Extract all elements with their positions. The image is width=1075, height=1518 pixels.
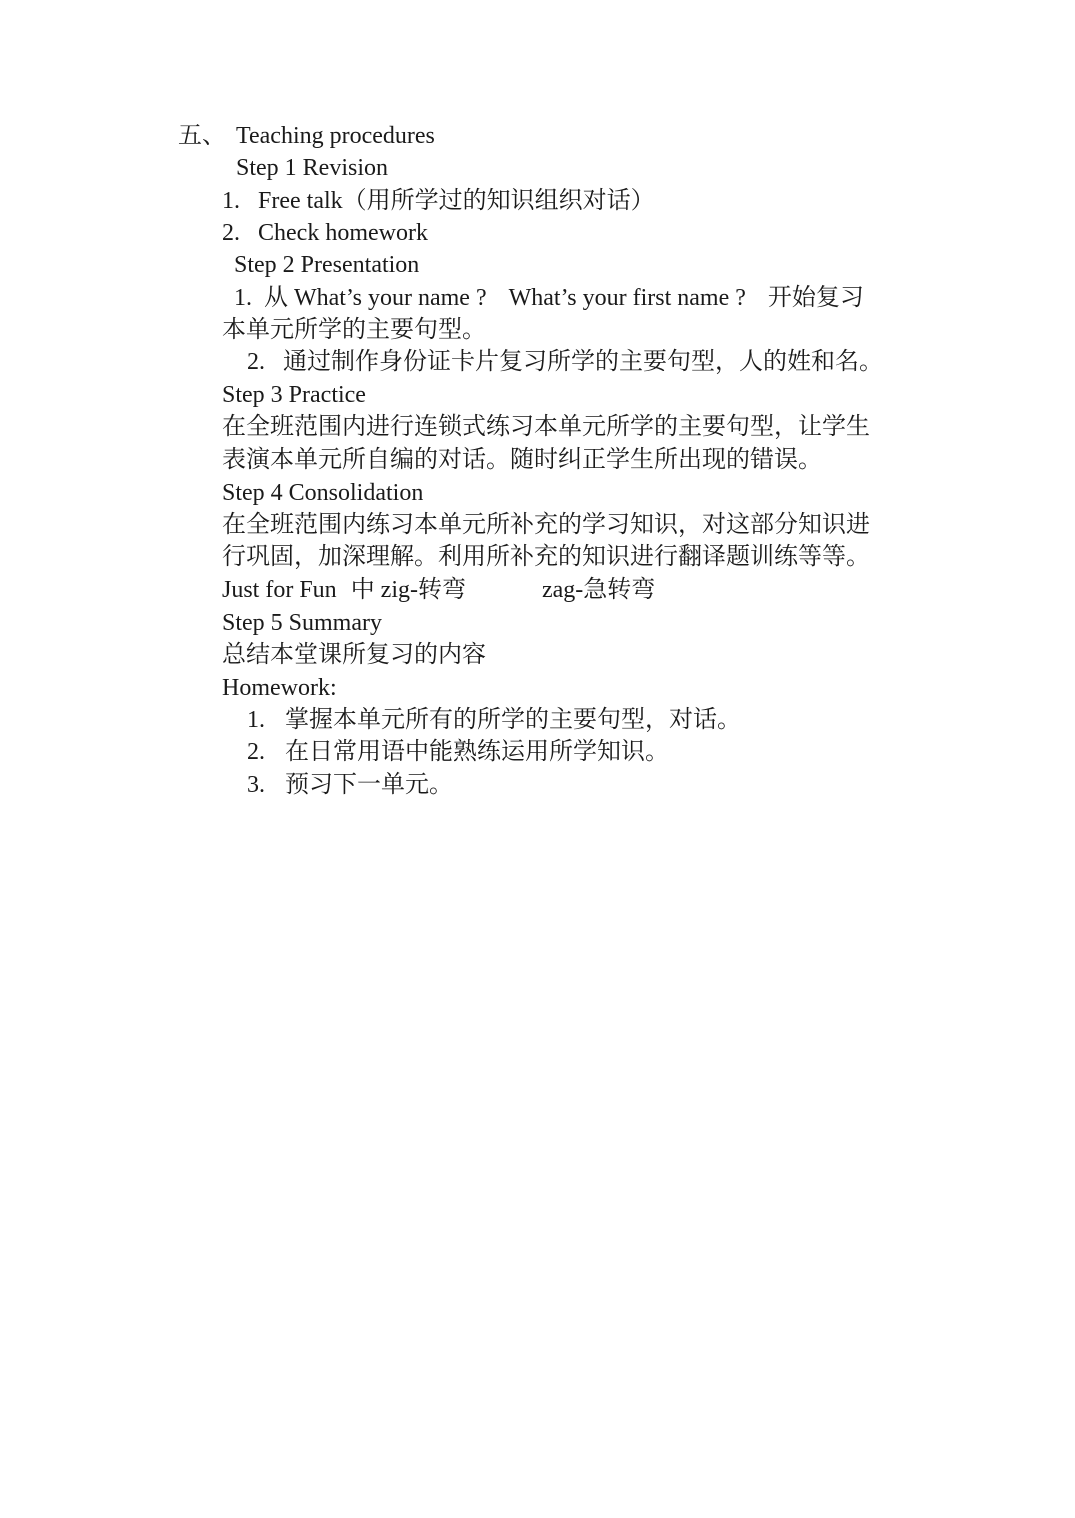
step1-item-1: [222, 185, 655, 217]
list-text: 通过制作身份证卡片复习所学的主要句型，人的姓和名。: [283, 349, 883, 375]
section-title: Teaching procedures: [236, 123, 435, 149]
list-text: 预习下一单元。: [285, 772, 453, 798]
list-number: 1.: [234, 285, 252, 311]
list-number: 3.: [247, 772, 265, 798]
list-number: 2.: [222, 220, 240, 246]
step5-text: 总结本堂课所复习的内容: [222, 642, 486, 668]
list-number: 1.: [222, 188, 240, 214]
list-text: 掌握本单元所有的所学的主要句型，对话。: [285, 707, 741, 733]
homework-item-2: [247, 736, 669, 768]
homework-item-3: [247, 769, 453, 801]
section-heading: [178, 120, 435, 152]
section-marker: 五、: [178, 123, 226, 149]
list-number: 2.: [247, 349, 265, 375]
list-number: 1.: [247, 707, 265, 733]
homework-title: Homework:: [222, 675, 337, 701]
step2-item-2: [247, 346, 883, 378]
step1-title: Step 1 Revision: [236, 155, 389, 181]
step3-title: Step 3 Practice: [222, 382, 366, 408]
step3-line-2: 表演本单元所自编的对话。随时纠正学生所出现的错误。: [222, 447, 822, 473]
step4-line-2: 行巩固，加深理解。利用所补充的知识进行翻译题训练等等。: [222, 544, 870, 570]
step4-line-1: 在全班范围内练习本单元所补充的学习知识，对这部分知识进: [222, 512, 870, 538]
step1-item-2: [222, 217, 428, 249]
list-text-prefix: 从 What’s your name ?: [264, 285, 487, 311]
step4-title: Step 4 Consolidation: [222, 480, 424, 506]
step5-title: Step 5 Summary: [222, 610, 382, 636]
zig-text: 中 zig-转弯: [350, 577, 466, 603]
list-number: 2.: [247, 739, 265, 765]
step2-item-1-continuation: 本单元所学的主要句型。: [222, 317, 486, 343]
list-text: Free talk（用所学过的知识组织对话）: [258, 188, 655, 214]
list-text: 在日常用语中能熟练运用所学知识。: [285, 739, 669, 765]
list-text-middle: What’s your first name ?: [508, 285, 746, 311]
just-for-fun-line: [222, 574, 655, 606]
list-text: Check homework: [258, 220, 428, 246]
step2-title: Step 2 Presentation: [234, 252, 420, 278]
zag-text: zag-急转弯: [542, 577, 656, 603]
just-for-fun-label: Just for Fun: [222, 577, 337, 603]
step2-item-1: [234, 282, 864, 314]
list-text-suffix: 开始复习: [767, 285, 864, 311]
homework-item-1: [247, 704, 741, 736]
step3-line-1: 在全班范围内进行连锁式练习本单元所学的主要句型，让学生: [222, 414, 870, 440]
